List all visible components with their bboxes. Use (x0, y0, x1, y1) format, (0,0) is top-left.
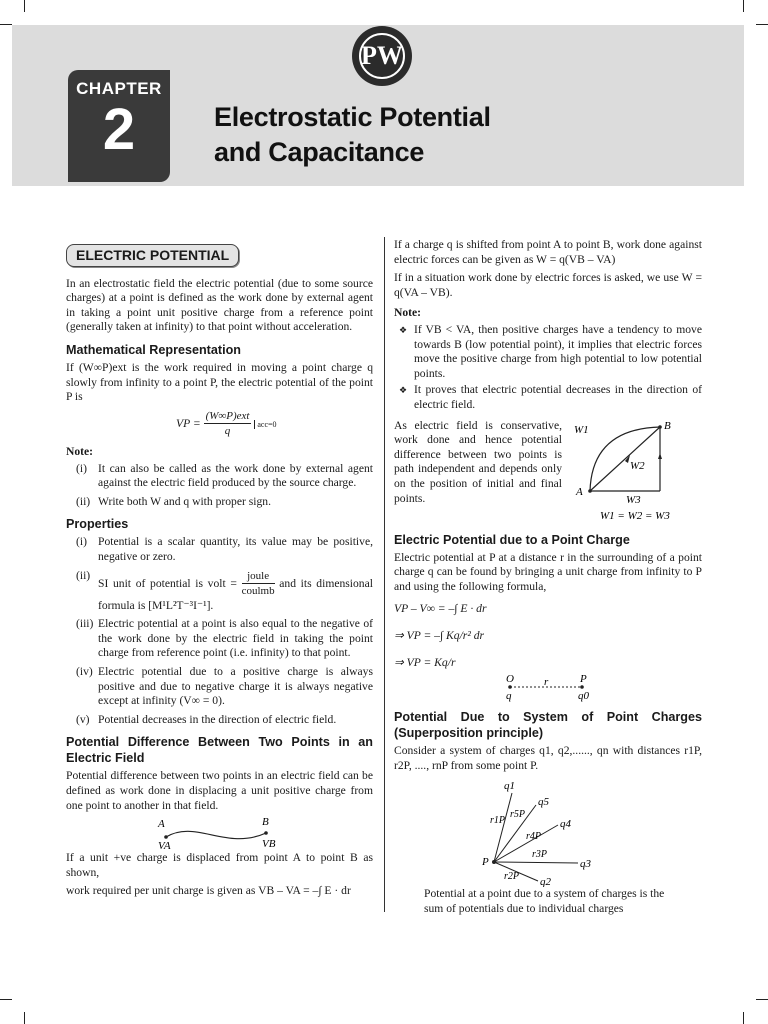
chapter-number: 2 (102, 97, 136, 162)
crop-mark (756, 999, 768, 1000)
eq-denominator: q (224, 425, 231, 438)
chapter-title (214, 100, 491, 170)
pw-logo (352, 26, 412, 86)
eq-condition: acc=0 (254, 420, 276, 429)
conservative-text: As electric field is conservative, work done and hence potential difference between two points is path independent and depends only on the position of initial and final points. (394, 418, 562, 505)
properties-heading: Properties (66, 517, 129, 532)
pd-text-3: work required per unit charge is given as VB – VA = –∫ E · dr (66, 884, 351, 898)
pd-text: Potential difference between two points in an electric field can be defined as work done in displacing a unit positive charge from one point to another in that field. (66, 769, 373, 812)
math-rep-text: If (W∞P)ext is the work required in moving a point charge q slowly from infinity to a point P, the electric potential of the point P is (66, 360, 373, 404)
fig-label-b: B (664, 419, 671, 432)
crop-mark (756, 24, 768, 25)
path-independence-figure (570, 419, 700, 525)
pd-heading: Potential Difference Between Two Points in an Electric Field (66, 735, 373, 766)
point-charge-heading: Electric Potential due to a Point Charge (394, 532, 630, 547)
conservative-block (394, 419, 702, 525)
fig-label-p: P (482, 856, 489, 869)
list-item: ❖ If VB < VA, then positive charges have a tendency to move towards B (low potential point), it implies that electric forces move the positive charge from high potential to low potential points. (394, 323, 702, 381)
note-label: Note: (66, 444, 94, 458)
title-line-1: Electrostatic Potential (214, 102, 491, 132)
list-item: (iv) Electric potential due to a positive charge is always positive and due to negative charge it is always negative except at infinity (V∞ = 0). (76, 665, 373, 708)
electric-forces-text: If in a situation work done by electric forces is asked, we use W = q(VA – VB). (394, 271, 702, 299)
left-column (66, 244, 373, 903)
fig-label-q4: q4 (560, 818, 571, 831)
fig-label-r2p: r2P (504, 871, 519, 883)
list-item: (ii) SI unit of potential is volt = $\frac{\text{joule}}{\text{coulmb}}$ and its dimensional formula is [M¹L²T⁻³I⁻¹]. (76, 568, 373, 612)
section-title: ELECTRIC POTENTIAL (66, 244, 239, 267)
crop-mark (0, 999, 12, 1000)
notes-list (394, 323, 702, 413)
fig-label-vb: VB (262, 838, 276, 851)
logo-text: PW (359, 33, 405, 79)
fig-label-b: B (262, 817, 269, 829)
math-rep-heading: Mathematical Representation (66, 342, 241, 357)
fig-label-q2: q2 (540, 876, 551, 888)
fig-label-q: q (506, 690, 512, 703)
charge-shift-text: If a charge q is shifted from point A to point B, work done against electric forces can be given as W = q(VB – VA) (394, 238, 702, 266)
fig-label-q0: q0 (578, 690, 589, 703)
system-charges-figure (394, 777, 702, 887)
fig-label-r1p: r1P (490, 815, 505, 827)
fig-label-w2: W2 (630, 459, 645, 472)
fig-label-r: r (544, 676, 549, 689)
equation-3: ⇒ VP = Kq/r (394, 655, 456, 669)
crop-mark (0, 24, 12, 25)
crop-mark (743, 1012, 744, 1024)
fig-label-va: VA (158, 840, 171, 852)
fig-label-w1: W1 (574, 423, 589, 436)
list-item: (i) It can also be called as the work done by external agent against the electric field produced by the source charge. (76, 461, 373, 490)
list-item: (iii) Electric potential at a point is also equal to the negative of the work done by the electric field in taking the point charge from reference point (i.e. infinity) to that point. (76, 617, 373, 660)
unit-fraction: $\frac{\text{joule}}{\text{coulmb}}$ (241, 569, 275, 598)
pd-figure (66, 817, 373, 851)
fig-label-q1: q1 (504, 780, 515, 793)
point-charge-figure (394, 673, 702, 703)
fig-equation: W1 = W2 = W3 (600, 509, 670, 522)
list-item: (i) Potential is a scalar quantity, its value may be positive, negative or zero. (76, 535, 373, 563)
eq-numerator: (W∞P)ext (204, 409, 252, 425)
potential-equation (66, 409, 373, 439)
intro-paragraph: In an electrostatic field the electric potential (due to some source charges) at a point is defined as the work done by external agent in taking a point unit positive charge from a reference point (generally taken at infinity) to that point without acceleration. (66, 276, 373, 334)
fig-label-w3: W3 (626, 493, 641, 506)
right-column (394, 238, 702, 920)
eq-lhs: VP = (176, 416, 201, 430)
title-line-2: and Capacitance (214, 137, 425, 167)
notes-list (66, 462, 373, 510)
equation-2: ⇒ VP = –∫ Kq/r² dr (394, 628, 485, 642)
column-divider (384, 237, 385, 912)
fig-label-q3: q3 (580, 858, 591, 871)
fig-label-a: A (576, 485, 583, 498)
fig-label-o: O (506, 673, 514, 686)
point-charge-text: Electric potential at P at a distance r in the surrounding of a point charge q can be found by bringing a unit charge from infinity to P and using the following formula, (394, 550, 702, 593)
crop-mark (743, 0, 744, 12)
fig-label-a: A (158, 818, 165, 831)
fig-label-q5: q5 (538, 796, 549, 809)
properties-list (66, 535, 373, 727)
system-text: Consider a system of charges q1, q2,......, qn with distances r1P, r2P, ...., rnP from some point P. (394, 744, 702, 772)
crop-mark (24, 1012, 25, 1024)
chapter-badge (68, 70, 170, 182)
list-item: (v) Potential decreases in the direction of electric field. (76, 712, 337, 726)
fig-label-p: P (580, 673, 587, 686)
list-item: (ii) Write both W and q with proper sign. (76, 494, 271, 508)
list-item: ❖ It proves that electric potential decreases in the direction of electric field. (394, 383, 702, 412)
crop-mark (24, 0, 25, 12)
system-caption: Potential at a point due to a system of charges is the sum of potentials due to individual charges (424, 887, 665, 915)
equation-1: VP – V∞ = –∫ E · dr (394, 602, 487, 616)
note-label: Note: (394, 306, 422, 320)
fig-label-r3p: r3P (532, 849, 547, 861)
pd-text-2: If a unit +ve charge is displaced from point A to point B as shown, (66, 851, 373, 879)
fig-label-r5p: r5P (510, 809, 525, 821)
chapter-word: CHAPTER (76, 79, 162, 98)
fig-label-r4p: r4P (526, 831, 541, 843)
system-heading: Potential Due to System of Point Charges (Superposition principle) (394, 710, 702, 741)
eq-fraction (204, 409, 252, 439)
